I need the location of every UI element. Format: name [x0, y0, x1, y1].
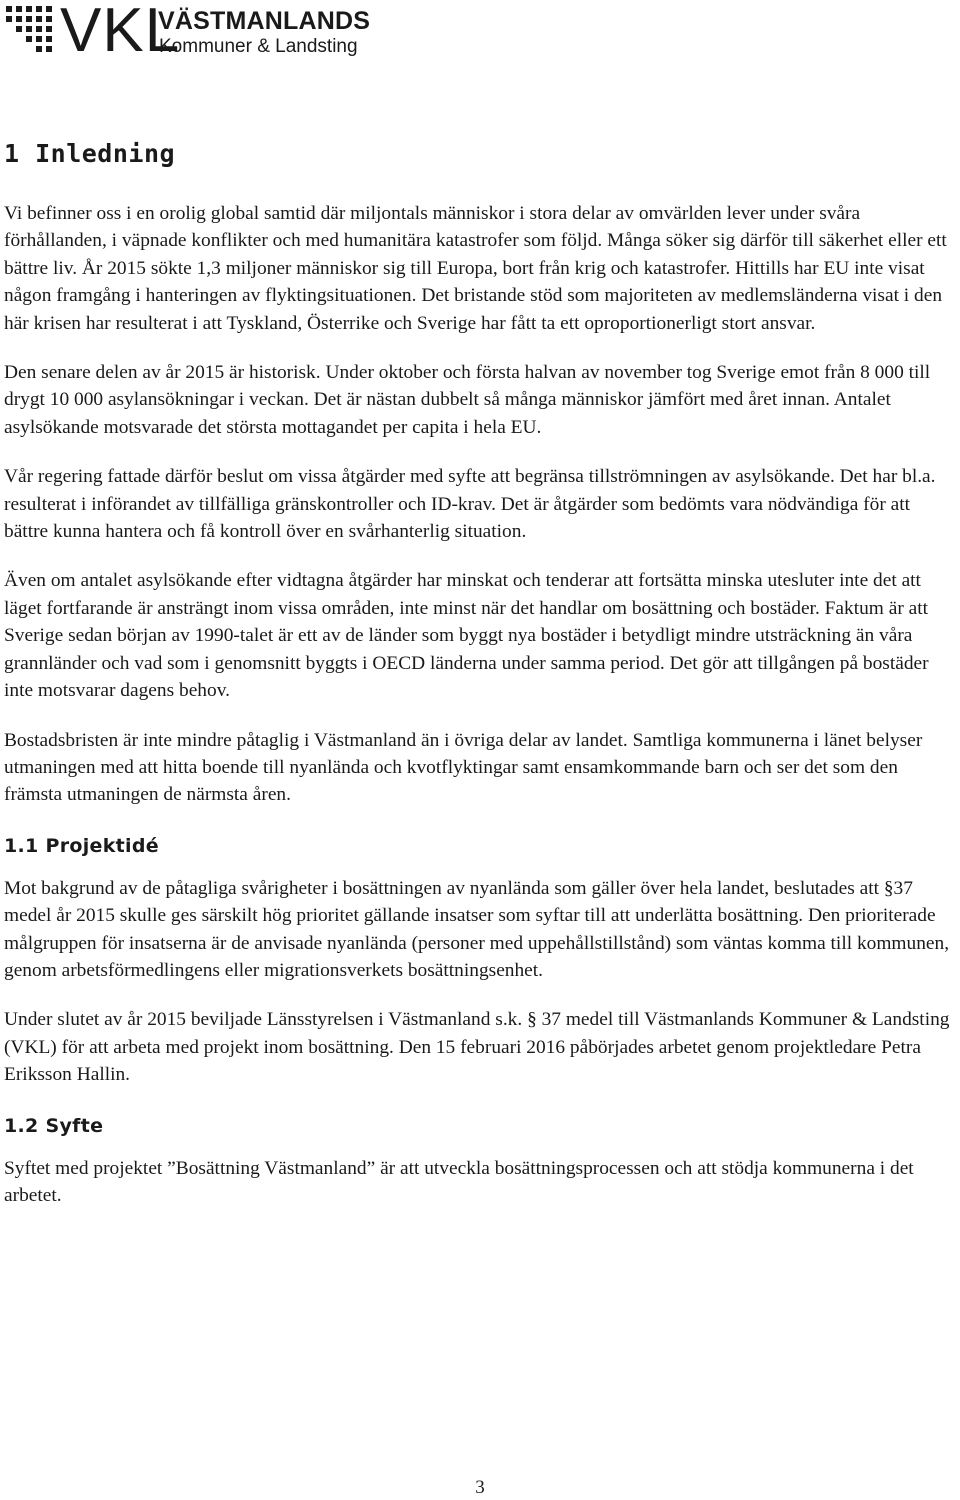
- heading-syfte: 1.2 Syfte: [4, 1114, 104, 1137]
- paragraph: Mot bakgrund av de påtagliga svårigheter i bosättningen av nyanlända som gäller över hela landet, beslutades att §37 medel år 2015 skulle ges särskilt hög prioritet gällande insatser som syftar till att underlätta bosättning. Den prioriterade målgruppen för insatserna är de anvisade nyanlända (personer med uppehållstillstånd) som väntas komma till kommunen, genom arbetsförmedlingens eller migrationsverkets bosättningsenhet.: [4, 877, 950, 981]
- page-header: [6, 0, 371, 65]
- paragraph: Under slutet av år 2015 beviljade Länsstyrelsen i Västmanland s.k. § 37 medel till Västmanlands Kommuner & Landsting (VKL) för att arbeta med projekt inom bosättning. Den 15 februari 2016 påbörjades arbetet genom projektledare Petra Eriksson Hallin.: [4, 1009, 950, 1086]
- vkl-logo-mark: [6, 4, 54, 56]
- paragraph: Även om antalet asylsökande efter vidtagna åtgärder har minskat och tenderar att fortsätta minska utesluter inte det att läget fortfarande är ansträngt inom vissa områden, inte minst när det handlar om bosättning och bostäder. Faktum är att Sverige sedan början av 1990-talet är ett av de länder som byggt nya bostäder i betydligt mindre utsträckning än våra grannländer och vad som i genomsnitt byggts i OECD länderna under samma period. Det gör att tillgången på bostäder inte motsvarar dagens behov.: [4, 570, 929, 702]
- document-body: [4, 130, 956, 1231]
- paragraph: Syftet med projektet ”Bosättning Västmanland” är att utveckla bosättningsprocessen och att stödja kommunerna i det arbetet.: [4, 1157, 914, 1206]
- paragraph: Vi befinner oss i en orolig global samtid där miljontals människor i stora delar av omvärlden lever under svåra förhållanden, i väpnade konflikter och med humanitära katastrofer som följd. Många söker sig därför till säkerhet eller ett bättre liv. År 2015 sökte 1,3 miljoner människor sig till Europa, bort från krig och katastrofer. Hittills har EU inte visat någon framgång i hanteringen av flyktingsituationen. Det bristande stöd som majoriteten av medlemsländerna visat i den här krisen har resulterat i att Tyskland, Österrike och Sverige har fått ta ett oproportionerligt stort ansvar.: [4, 203, 947, 334]
- logo-org-name: Kommuner & Landsting: [159, 36, 358, 57]
- paragraph: Den senare delen av år 2015 är historisk. Under oktober och första halvan av november tog Sverige emot från 8 000 till drygt 10 000 asylansökningar i veckan. Det är nästan dubbelt så många människor jämfört med året innan. Antalet asylsökande motsvarade det största mottagandet per capita i hela EU.: [4, 362, 931, 438]
- paragraph: Vår regering fattade därför beslut om vissa åtgärder med syfte att begränsa tillströmningen av asylsökande. Det har bl.a. resulterat i införandet av tillfälliga gränskontroller och ID-krav. Det är åtgärder som bedömts vara nödvändiga för att bättre kunna hantera och få kontroll över en svårhanterlig situation.: [4, 466, 936, 543]
- page-number: 3: [475, 1477, 485, 1498]
- logo-vkl-text: VKL: [60, 0, 181, 65]
- heading-inledning: 1 Inledning: [4, 139, 176, 168]
- logo-region-name: VÄSTMANLANDS: [158, 7, 371, 35]
- paragraph: Bostadsbristen är inte mindre påtaglig i Västmanland än i övriga delar av landet. Samtliga kommunerna i länet belyser utmaningen med att hitta boende till nyanlända och kvotflyktingar samt ensamkommande barn och ser det som den främsta utmaningen de närmsta åren.: [4, 729, 923, 806]
- heading-projektide: 1.1 Projektidé: [4, 834, 159, 857]
